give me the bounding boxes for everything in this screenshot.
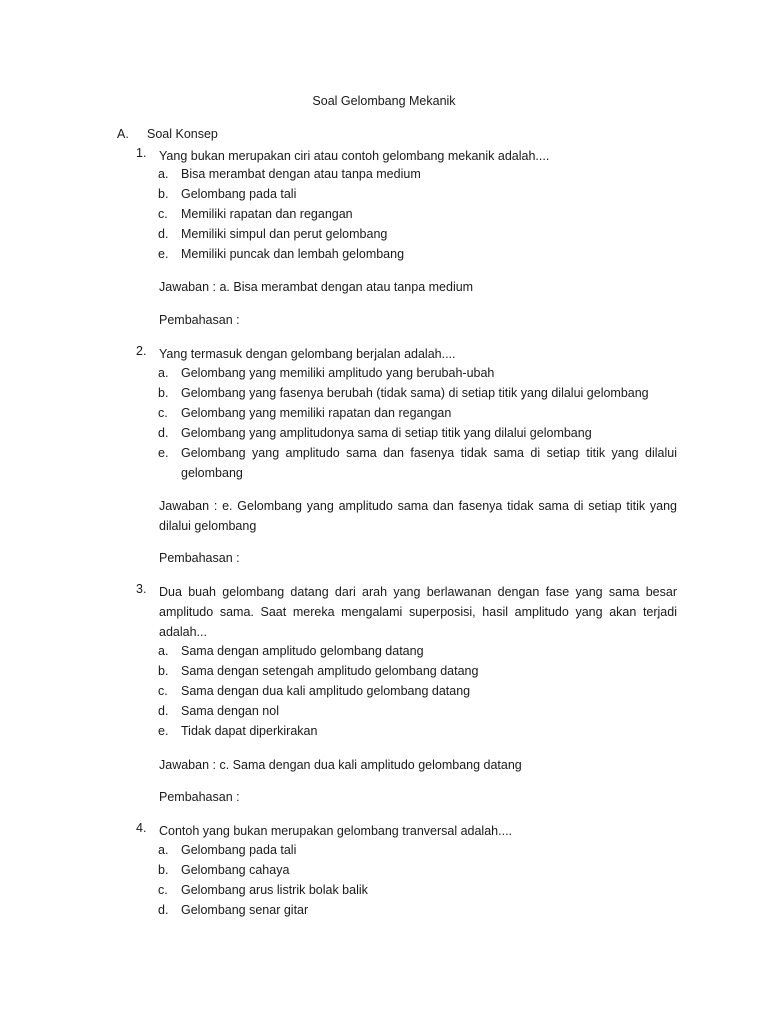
option-text: Gelombang yang fasenya berubah (tidak sama) di setiap titik yang dilalui gelombang bbox=[181, 386, 649, 400]
option-letter: d. bbox=[158, 903, 169, 917]
section-letter: A. bbox=[117, 127, 129, 141]
option-letter: e. bbox=[158, 247, 169, 261]
option-1a bbox=[158, 164, 677, 184]
option-text: Sama dengan amplitudo gelombang datang bbox=[181, 644, 424, 658]
answer-2: Jawaban : e. Gelombang yang amplitudo sama dan fasenya tidak sama di setiap titik yang dilalui gelombang bbox=[159, 499, 677, 533]
option-text: Bisa merambat dengan atau tanpa medium bbox=[181, 167, 421, 181]
option-1c bbox=[158, 204, 677, 224]
question-4 bbox=[136, 821, 677, 841]
explanation-1: Pembahasan : bbox=[159, 313, 240, 327]
explanation-3: Pembahasan : bbox=[159, 790, 240, 804]
option-1e bbox=[158, 244, 677, 264]
option-text: Gelombang yang amplitudo sama dan fasenya tidak sama di setiap titik yang dilalui gelombang bbox=[181, 446, 677, 480]
option-letter: e. bbox=[158, 724, 169, 738]
option-4d bbox=[158, 900, 677, 920]
option-3a bbox=[158, 641, 677, 661]
option-4c bbox=[158, 880, 677, 900]
option-2d bbox=[158, 423, 677, 443]
option-text: Memiliki simpul dan perut gelombang bbox=[181, 227, 388, 241]
option-2b bbox=[158, 383, 677, 403]
page-title: Soal Gelombang Mekanik bbox=[312, 94, 456, 108]
option-letter: c. bbox=[158, 684, 168, 698]
option-text: Memiliki rapatan dan regangan bbox=[181, 207, 353, 221]
question-number: 4. bbox=[136, 821, 147, 835]
option-letter: a. bbox=[158, 843, 169, 857]
option-1b bbox=[158, 184, 677, 204]
question-number: 3. bbox=[136, 582, 147, 596]
question-1 bbox=[136, 146, 677, 166]
option-letter: a. bbox=[158, 644, 169, 658]
option-text: Gelombang pada tali bbox=[181, 187, 297, 201]
option-letter: c. bbox=[158, 207, 168, 221]
question-text: Yang bukan merupakan ciri atau contoh gelombang mekanik adalah.... bbox=[159, 149, 550, 163]
option-letter: c. bbox=[158, 883, 168, 897]
option-text: Gelombang yang amplitudonya sama di setiap titik yang dilalui gelombang bbox=[181, 426, 592, 440]
option-2c bbox=[158, 403, 677, 423]
explanation-2: Pembahasan : bbox=[159, 551, 240, 565]
option-letter: e. bbox=[158, 446, 169, 460]
option-1d bbox=[158, 224, 677, 244]
option-text: Gelombang arus listrik bolak balik bbox=[181, 883, 368, 897]
option-letter: d. bbox=[158, 426, 169, 440]
section-label: Soal Konsep bbox=[147, 127, 218, 141]
option-4a bbox=[158, 840, 677, 860]
option-text: Sama dengan setengah amplitudo gelombang datang bbox=[181, 664, 479, 678]
option-letter: d. bbox=[158, 704, 169, 718]
question-3 bbox=[136, 582, 677, 642]
option-text: Sama dengan nol bbox=[181, 704, 279, 718]
question-text: Dua buah gelombang datang dari arah yang berlawanan dengan fase yang sama besar amplitudo sama. Saat mereka mengalami superposisi, hasil amplitudo yang akan terjadi adalah... bbox=[159, 585, 677, 639]
option-3d bbox=[158, 701, 677, 721]
option-text: Gelombang cahaya bbox=[181, 863, 290, 877]
option-text: Gelombang pada tali bbox=[181, 843, 297, 857]
question-text: Contoh yang bukan merupakan gelombang tranversal adalah.... bbox=[159, 824, 513, 838]
question-number: 2. bbox=[136, 344, 147, 358]
question-2 bbox=[136, 344, 677, 364]
option-text: Gelombang yang memiliki rapatan dan regangan bbox=[181, 406, 452, 420]
option-3b bbox=[158, 661, 677, 681]
option-3e bbox=[158, 721, 677, 741]
question-number: 1. bbox=[136, 146, 147, 160]
answer-3: Jawaban : c. Sama dengan dua kali amplitudo gelombang datang bbox=[159, 758, 522, 772]
answer-1: Jawaban : a. Bisa merambat dengan atau tanpa medium bbox=[159, 280, 474, 294]
option-letter: b. bbox=[158, 386, 169, 400]
option-letter: b. bbox=[158, 187, 169, 201]
option-text: Tidak dapat diperkirakan bbox=[181, 724, 318, 738]
option-letter: b. bbox=[158, 863, 169, 877]
option-letter: a. bbox=[158, 167, 169, 181]
question-text: Yang termasuk dengan gelombang berjalan adalah.... bbox=[159, 347, 456, 361]
option-4b bbox=[158, 860, 677, 880]
option-text: Gelombang senar gitar bbox=[181, 903, 309, 917]
option-letter: a. bbox=[158, 366, 169, 380]
option-letter: c. bbox=[158, 406, 168, 420]
option-letter: b. bbox=[158, 664, 169, 678]
option-text: Sama dengan dua kali amplitudo gelombang datang bbox=[181, 684, 471, 698]
option-2a bbox=[158, 363, 677, 383]
option-letter: d. bbox=[158, 227, 169, 241]
option-text: Memiliki puncak dan lembah gelombang bbox=[181, 247, 405, 261]
option-3c bbox=[158, 681, 677, 701]
option-2e bbox=[158, 443, 677, 483]
option-text: Gelombang yang memiliki amplitudo yang berubah-ubah bbox=[181, 366, 495, 380]
